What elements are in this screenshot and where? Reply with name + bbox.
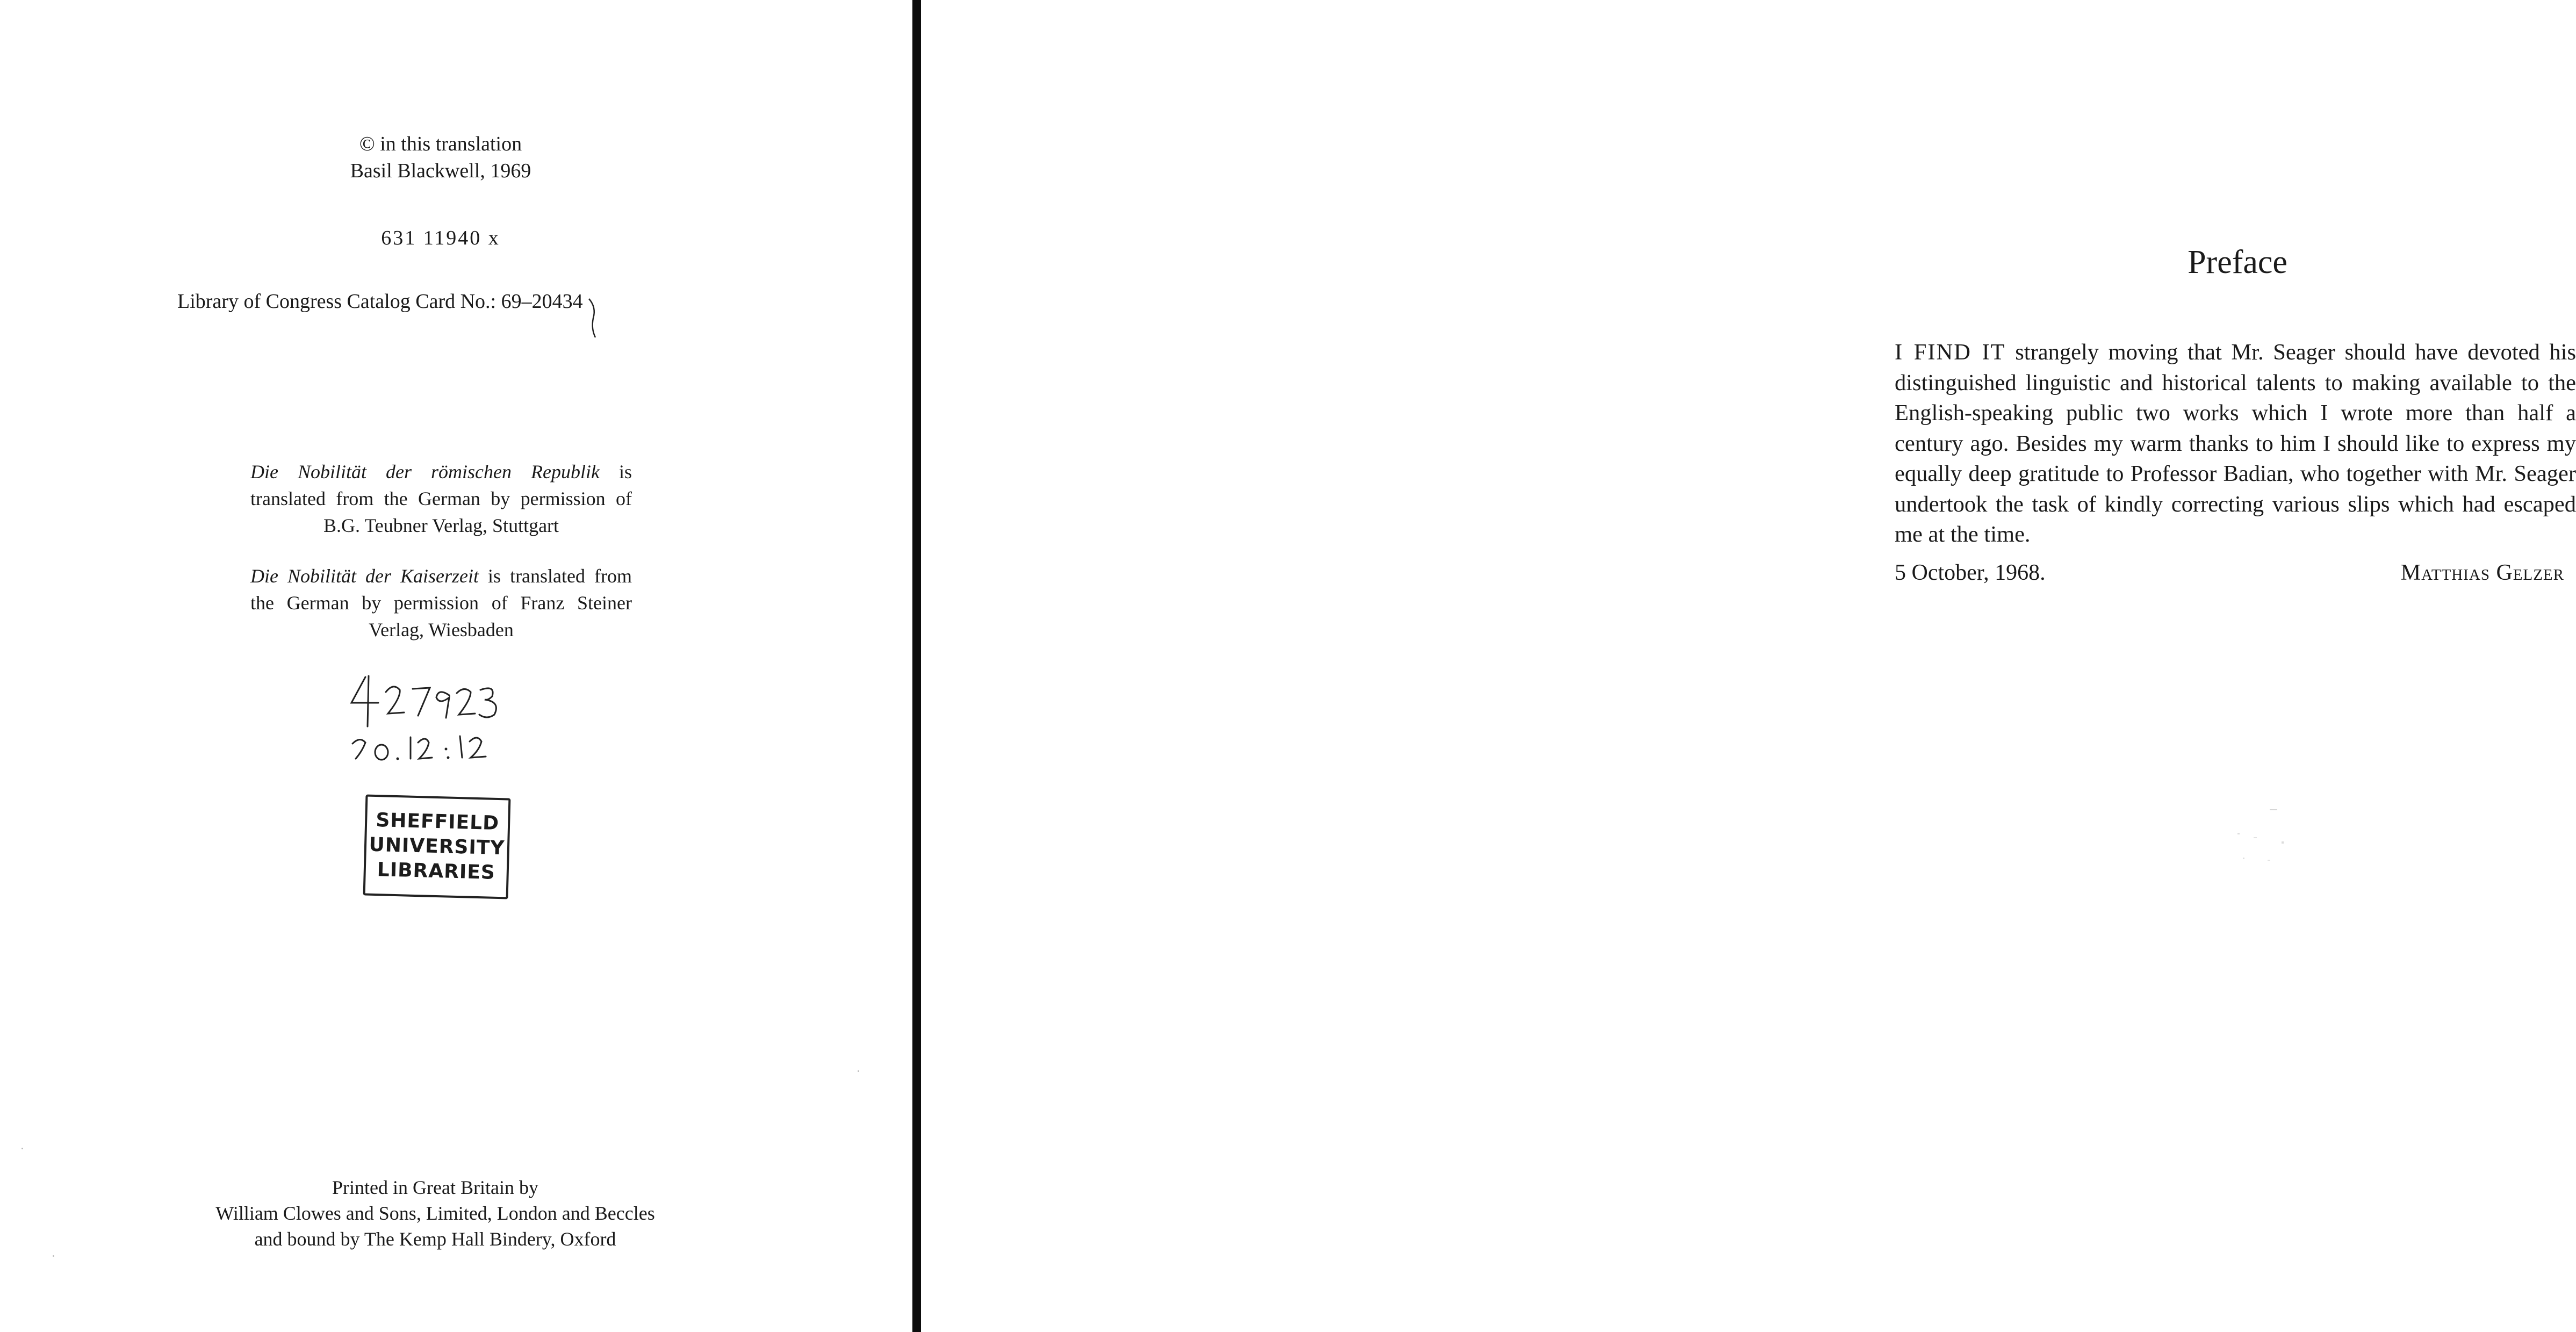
- printer-line-3: and bound by The Kemp Hall Bindery, Oxford: [254, 1228, 616, 1250]
- stamp-line-2: UNIVERSITY: [369, 833, 505, 860]
- right-page: [921, 0, 2576, 1332]
- permission-1-title: Die Nobilität der römischen Republik: [250, 461, 600, 483]
- page-title: Preface: [2188, 244, 2287, 280]
- library-stamp: [363, 794, 511, 899]
- permission-notice-1: [250, 458, 632, 539]
- pen-correction-mark: [585, 297, 606, 340]
- left-page: [0, 0, 912, 1332]
- scan-speck: [53, 1255, 54, 1257]
- printer-imprint: [177, 1175, 693, 1252]
- handwritten-accession-number: [344, 666, 537, 774]
- copyright-symbol: ©: [359, 133, 375, 155]
- copyright-line-1: [301, 131, 580, 157]
- permission-2-title: Die Nobilität der Kaiserzeit: [250, 565, 479, 587]
- stamp-line-3: LIBRARIES: [377, 859, 496, 884]
- permission-1-text: is translated from the German by permission of B.G. Teubner Verlag, Stuttgart: [250, 461, 632, 536]
- loc-label: Library of Congress Catalog Card No.:: [177, 290, 497, 313]
- printer-line-2: William Clowes and Sons, Limited, London and Beccles: [215, 1203, 655, 1224]
- loc-number: 69–20434: [501, 290, 583, 313]
- copyright-line-2: Basil Blackwell, 1969: [350, 160, 531, 182]
- stamp-line-1: SHEFFIELD: [375, 809, 500, 835]
- scan-speck: [858, 1070, 859, 1072]
- scan-noise: [2232, 806, 2318, 881]
- book-gutter: [912, 0, 921, 1332]
- author-signature: Matthias Gelzer: [2400, 560, 2564, 585]
- permission-2-text: is translated from the German by permission of Franz Steiner Verlag, Wiesbaden: [250, 565, 632, 640]
- isbn: 631 11940 x: [381, 227, 500, 249]
- printer-line-1: Printed in Great Britain by: [332, 1177, 538, 1198]
- copyright-notice: [301, 131, 580, 184]
- preface-paragraph: [1895, 337, 2576, 550]
- preface-text: strangely moving that Mr. Seager should have devoted his distinguished linguistic and historical talents to making available to the English-speaking public two works which I wrote more than half a century ago. Besides my warm thanks to him I should like to express my equally deep gratitude to Professor Badian, who together with Mr. Seager undertook the task of kindly correcting various slips which had escaped me at the time.: [1895, 340, 2576, 547]
- preface-lead-in: I FIND IT: [1895, 340, 2006, 365]
- library-of-congress-line: [177, 288, 715, 315]
- permission-notice-2: [250, 563, 632, 643]
- scan-speck: [21, 1148, 23, 1149]
- preface-date: 5 October, 1968.: [1895, 560, 2046, 585]
- copyright-text: in this translation: [380, 133, 522, 155]
